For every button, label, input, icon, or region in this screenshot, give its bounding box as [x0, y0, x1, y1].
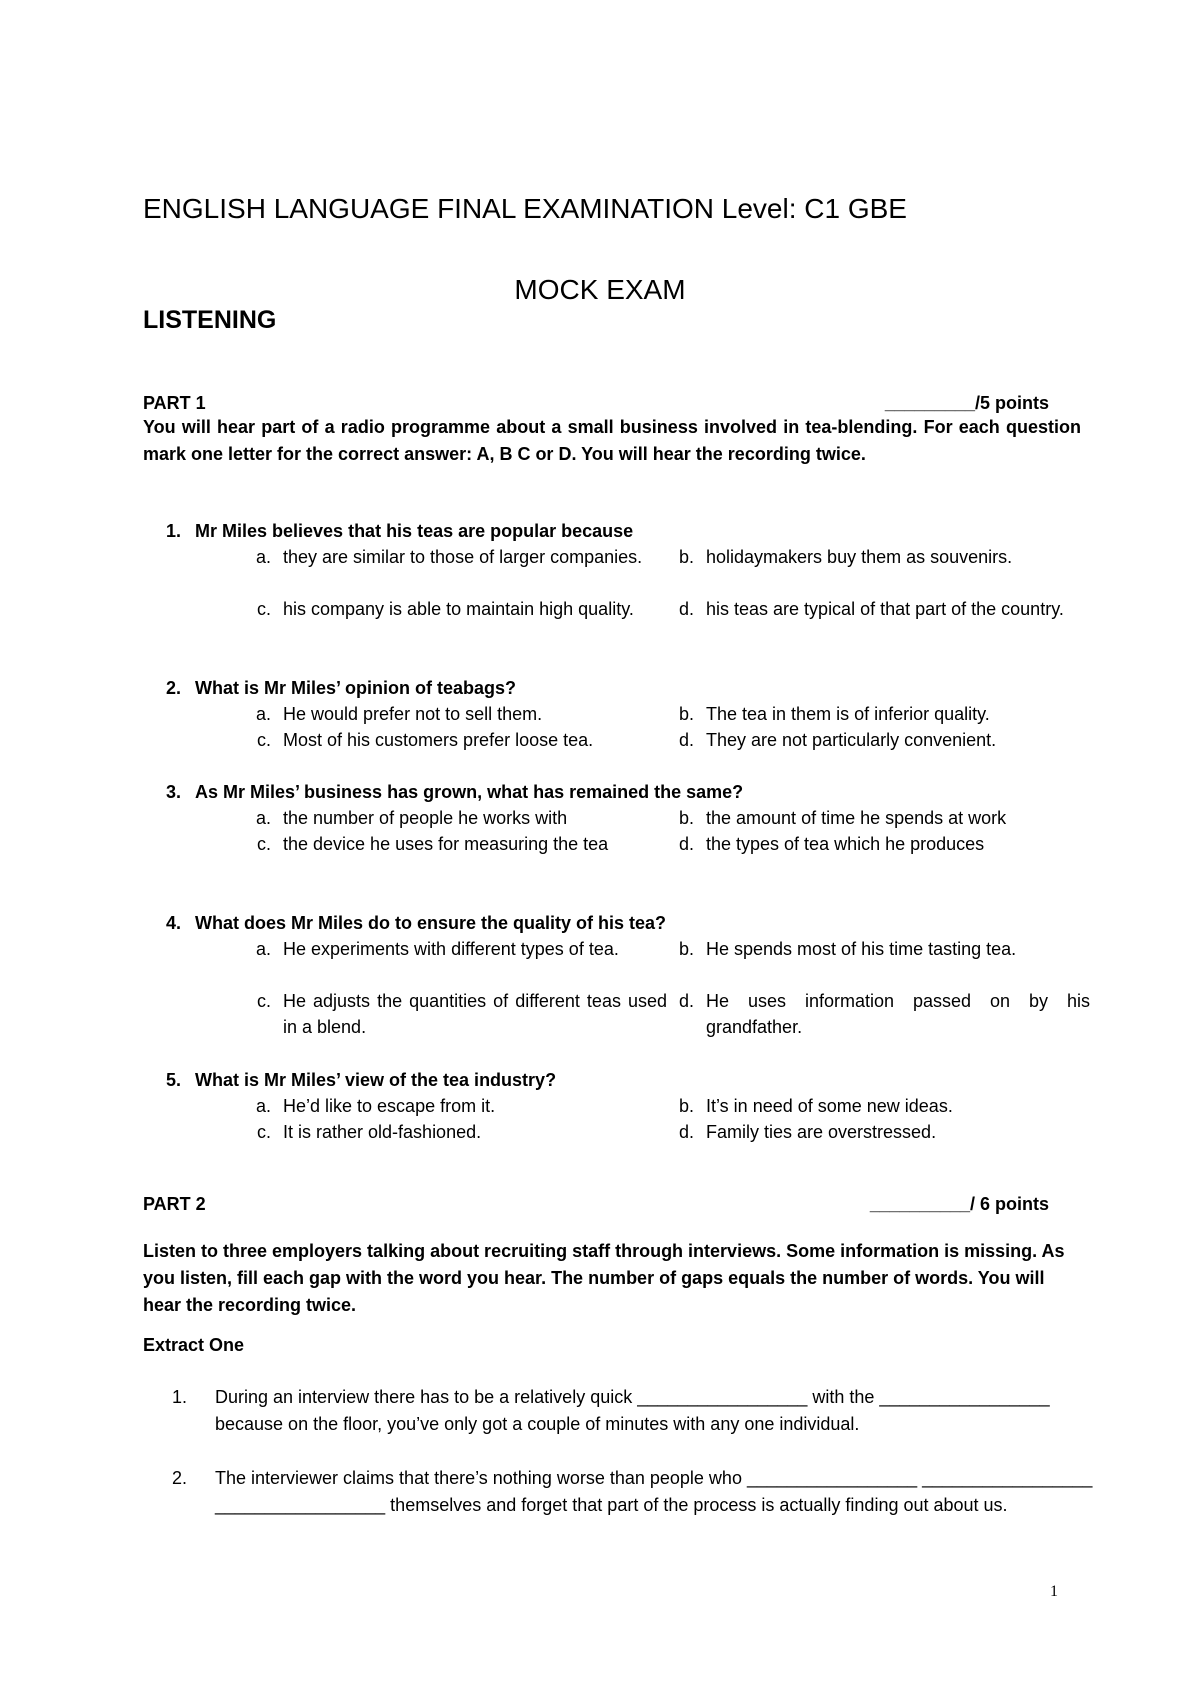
option-letter: d.: [678, 730, 694, 750]
item-number: 2.: [171, 1468, 187, 1488]
option-text: the amount of time he spends at work: [706, 808, 1007, 828]
option-letter: a.: [255, 547, 271, 567]
part2-instructions: Listen to three employers talking about recruiting staff through interviews. Some information is missing. As you listen, fill each gap with the word you hear. The number of gaps equals the number of words. You will hear the recording twice.: [143, 1241, 1065, 1315]
option-letter: b.: [678, 547, 694, 567]
option-letter: c.: [256, 991, 271, 1011]
item-number: 1.: [171, 1387, 187, 1407]
option-text: He’d like to escape from it.: [283, 1096, 496, 1116]
section-heading: LISTENING: [143, 306, 277, 334]
part1-instructions: You will hear part of a radio programme about a small business involved in tea-blending. For each question mark one letter for the correct answer: A, B C or D. You will hear the recording twice.: [143, 417, 1081, 464]
option-letter: c.: [256, 599, 271, 619]
part1-header: [143, 391, 1049, 415]
option-letter: c.: [256, 1122, 271, 1142]
option-text: He experiments with different types of tea.: [283, 939, 619, 959]
option-letter: b.: [678, 1096, 694, 1116]
option-text: his company is able to maintain high quality.: [283, 599, 634, 619]
part2-label: PART 2: [143, 1194, 206, 1214]
question-1: [143, 518, 633, 544]
option-text: The tea in them is of inferior quality.: [706, 704, 990, 724]
question-number: 1.: [165, 521, 181, 541]
question-number: 3.: [165, 782, 181, 802]
option-letter: d.: [678, 1122, 694, 1142]
part1-label: PART 1: [143, 393, 206, 413]
option-text: Most of his customers prefer loose tea.: [283, 730, 594, 750]
option-text: He would prefer not to sell them.: [283, 704, 543, 724]
option-letter: b.: [678, 939, 694, 959]
extract-title: Extract One: [143, 1335, 245, 1355]
option-letter: b.: [678, 808, 694, 828]
option-text: He spends most of his time tasting tea.: [706, 939, 1017, 959]
option-letter: c.: [256, 834, 271, 854]
question-number: 4.: [165, 913, 181, 933]
option-text: the types of tea which he produces: [706, 834, 985, 854]
option-text: they are similar to those of larger companies.: [283, 547, 643, 567]
option-letter: c.: [256, 730, 271, 750]
option-text: It’s in need of some new ideas.: [706, 1096, 953, 1116]
option-text: It is rather old-fashioned.: [283, 1122, 482, 1142]
question-3: [143, 779, 743, 805]
question-text: What does Mr Miles do to ensure the quality of his tea?: [195, 913, 667, 933]
option-letter: d.: [678, 599, 694, 619]
exam-subtitle: MOCK EXAM: [514, 274, 686, 305]
exam-title: ENGLISH LANGUAGE FINAL EXAMINATION Level: C1 GBE: [143, 193, 907, 224]
part2-points: __________/ 6 points: [869, 1194, 1049, 1214]
option-letter: b.: [678, 704, 694, 724]
question-4: [143, 910, 666, 936]
question-text: As Mr Miles’ business has grown, what has remained the same?: [195, 782, 744, 802]
option-text: his teas are typical of that part of the country.: [706, 599, 1064, 619]
option-text: He adjusts the quantities of different teas used in a blend.: [283, 991, 667, 1037]
option-text: holidaymakers buy them as souvenirs.: [706, 547, 1013, 567]
option-letter: d.: [678, 834, 694, 854]
part2-header: [143, 1192, 1049, 1216]
question-text: What is Mr Miles’ opinion of teabags?: [195, 678, 517, 698]
question-number: 5.: [165, 1070, 181, 1090]
item-text: The interviewer claims that there’s nothing worse than people who _________________ _________________ _________________ themselves and forget that part of the process is actually finding out about us.: [215, 1468, 1093, 1515]
option-letter: a.: [255, 1096, 271, 1116]
question-text: Mr Miles believes that his teas are popular because: [195, 521, 634, 541]
option-text: They are not particularly convenient.: [706, 730, 997, 750]
option-letter: a.: [255, 939, 271, 959]
option-text: the device he uses for measuring the tea: [283, 834, 609, 854]
page-number: 1: [1050, 1583, 1058, 1600]
option-letter: d.: [678, 991, 694, 1011]
item-text: During an interview there has to be a relatively quick _________________ with the _________________ because on the floor, you’ve only got a couple of minutes with any one individual.: [215, 1387, 1050, 1434]
part1-points: _________/5 points: [884, 393, 1049, 413]
option-text: the number of people he works with: [283, 808, 568, 828]
question-5: [143, 1067, 556, 1093]
option-text: He uses information passed on by his grandfather.: [706, 991, 1090, 1037]
option-text: Family ties are overstressed.: [706, 1122, 937, 1142]
question-number: 2.: [165, 678, 181, 698]
option-letter: a.: [255, 808, 271, 828]
question-text: What is Mr Miles’ view of the tea industry?: [195, 1070, 557, 1090]
option-letter: a.: [255, 704, 271, 724]
question-2: [143, 675, 516, 701]
